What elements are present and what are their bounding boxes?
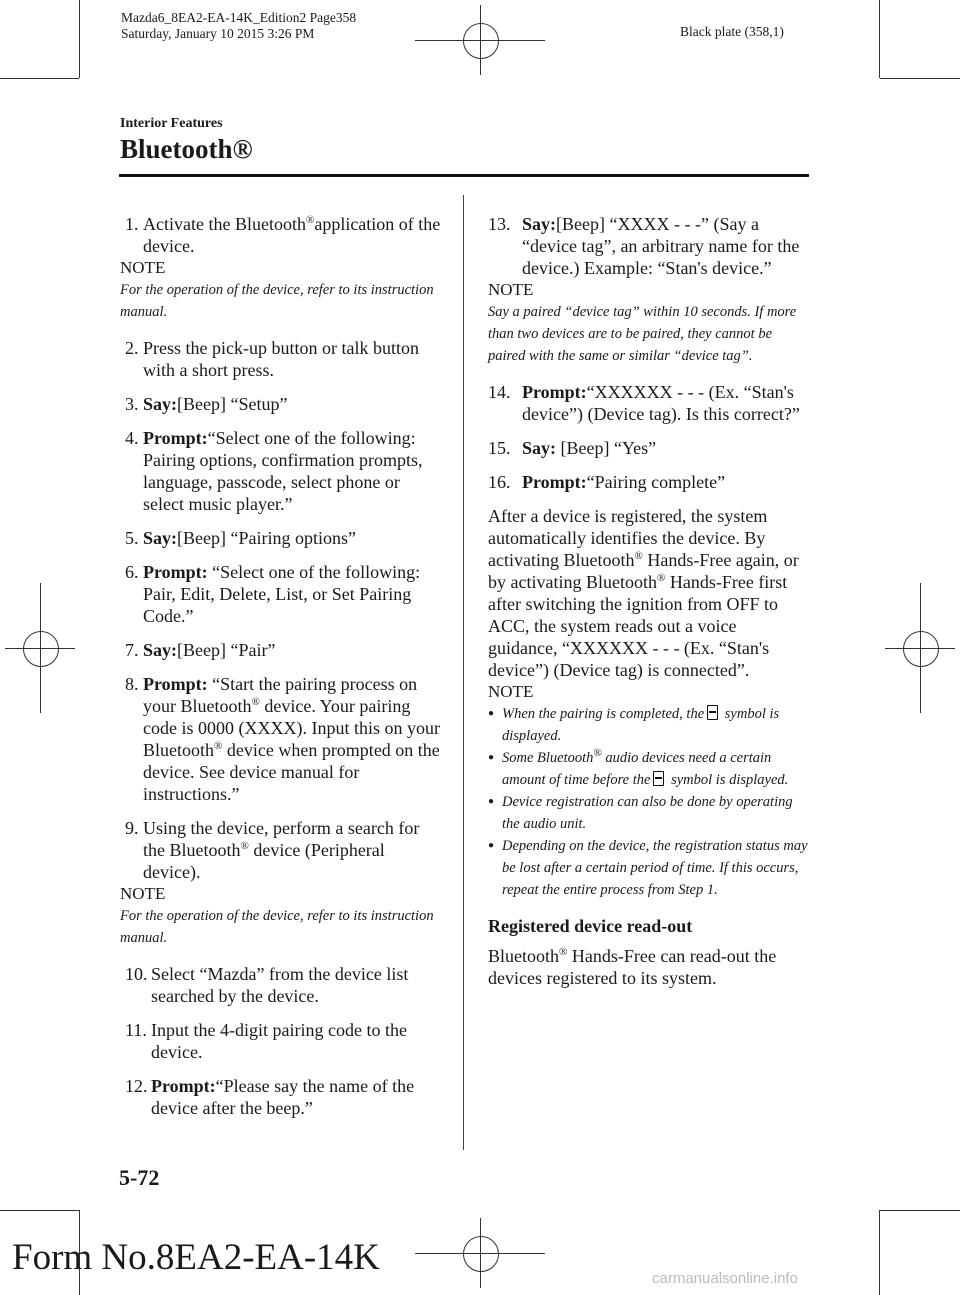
step-6: 6. Prompt: “Select one of the following: Pair, Edit, Delete, List, or Set Pairing Code.” — [125, 562, 421, 626]
note-text: Say a paired “device tag” within 10 seconds. If more than two devices are to be paired, they cannot be paired with the same or similar “device tag”. — [488, 304, 797, 364]
step-4: 4. Prompt:“Select one of the following: Pairing options, confirmation prompts, language, passcode, select phone or select music player.” — [125, 428, 423, 514]
step-9: 9. Using the device, perform a search for the Bluetooth® device (Peripheral device). — [125, 818, 420, 882]
watermark: carmanualsonline.info — [652, 1270, 798, 1287]
step-12: 12. Prompt:“Please say the name of the device after the beep.” — [125, 1076, 415, 1118]
left-column — [120, 213, 443, 1119]
print-header — [121, 10, 356, 42]
page-title: Bluetooth® — [120, 134, 253, 164]
step-2: 2. Press the pick-up button or talk button with a short press. — [125, 338, 419, 380]
form-number: Form No.8EA2-EA-14K — [12, 1237, 380, 1278]
step-14: 14. Prompt:“XXXXXX - - - (Ex. “Stan's device”) (Device tag). Is this correct?” — [488, 382, 800, 424]
right-column — [488, 213, 810, 989]
step-11: 11. Input the 4-digit pairing code to the device. — [125, 1020, 407, 1062]
column-divider — [463, 195, 464, 1150]
section-label: Interior Features — [120, 116, 223, 131]
step-5: 5. Say:[Beep] “Pairing options” — [125, 528, 356, 548]
step-10: 10. Select “Mazda” from the device list searched by the device. — [125, 964, 409, 1006]
note-heading: NOTE — [488, 280, 534, 299]
step-1: 1. Activate the Bluetooth®application of the device. — [125, 214, 441, 256]
note-bullet: ● Some Bluetooth® audio devices need a certain amount of time before the symbol is displayed. — [488, 747, 789, 788]
note-text: For the operation of the device, refer to its instruction manual. — [120, 908, 434, 946]
print-timestamp: Saturday, January 10 2015 3:26 PM — [121, 26, 315, 41]
step-8: 8. Prompt: “Start the pairing process on your Bluetooth® device. Your pairing code is 0000 (XXXX). Input this on your Bluetooth® device when prompted on the device. See device manual for instructions.” — [125, 674, 440, 804]
note-heading: NOTE — [488, 682, 534, 701]
subheading: Registered device read-out — [488, 916, 693, 936]
step-15: 15. Say: [Beep] “Yes” — [488, 438, 657, 458]
note-heading: NOTE — [120, 884, 166, 903]
page-number: 5-72 — [119, 1165, 160, 1190]
registration-paragraph: After a device is registered, the system automatically identifies the device. By activating Bluetooth® Hands-Free again, or by activating Bluetooth® Hands-Free first after switching the ignition from OFF to ACC, the system reads out a voice guidance, “XXXXXX - - - (Ex. “Stan's device”) (Device tag) is connected”. — [488, 506, 799, 680]
doc-code: Mazda6_8EA2-EA-14K_Edition2 Page358 — [121, 10, 357, 25]
step-3: 3. Say:[Beep] “Setup” — [125, 394, 288, 414]
note-bullet: ● When the pairing is completed, the symbol is displayed. — [488, 706, 780, 744]
step-16: 16. Prompt:“Pairing complete” — [488, 472, 726, 492]
bluetooth-connected-icon — [653, 771, 664, 786]
step-13: 13. Say:[Beep] “XXXX - - -” (Say a “device tag”, an arbitrary name for the device.) Example: “Stan's device.” — [488, 214, 800, 278]
plate-label: Black plate (358,1) — [680, 24, 784, 39]
bluetooth-connected-icon — [707, 705, 718, 720]
note-bullet: ● Device registration can also be done by operating the audio unit. — [488, 794, 793, 832]
note-heading: NOTE — [120, 258, 166, 277]
note-bullet: ● Depending on the device, the registration status may be lost after a certain period of time. If this occurs, repeat the entire process from Step 1. — [488, 838, 808, 898]
title-rule — [119, 174, 809, 177]
readout-paragraph: Bluetooth® Hands-Free can read-out the devices registered to its system. — [488, 946, 777, 988]
step-7: 7. Say:[Beep] “Pair” — [125, 640, 276, 660]
note-text: For the operation of the device, refer to its instruction manual. — [120, 282, 434, 320]
